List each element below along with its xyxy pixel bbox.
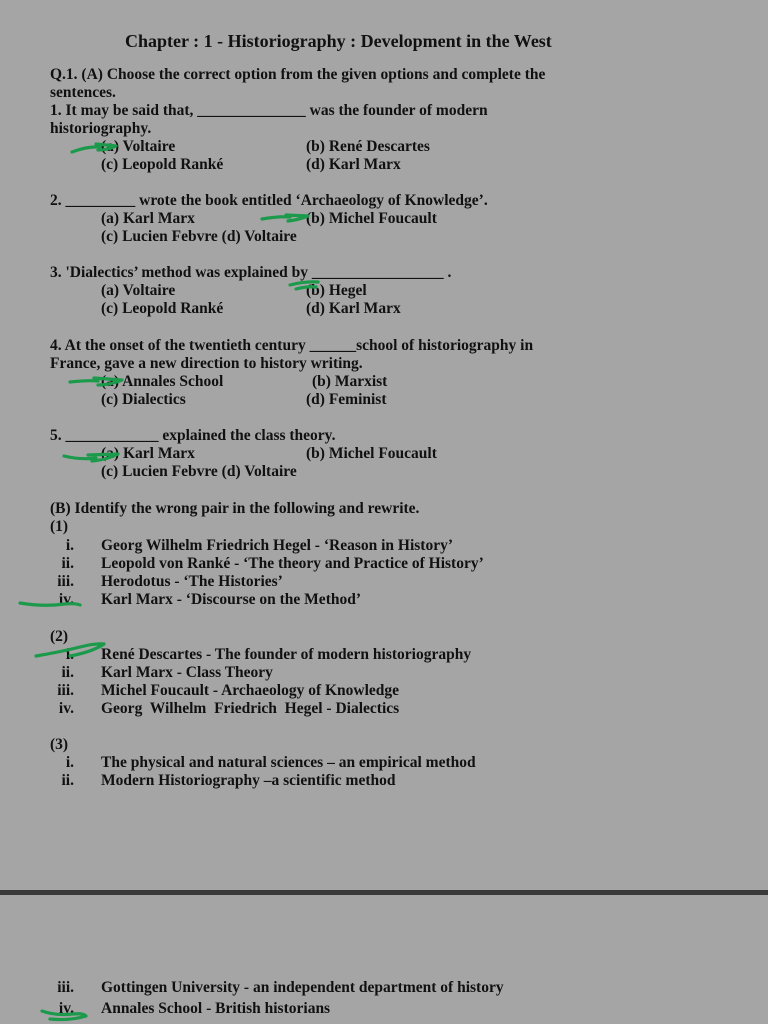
question-4-text: 4. At the onset of the twentieth century ______school of historiography in [50, 337, 534, 354]
answer-tick-mark [262, 215, 308, 221]
question-2-options-cd: (c) Lucien Febvre (d) Voltaire [101, 228, 297, 245]
pair-number: iv. [58, 1000, 74, 1017]
question-1-option-c: (c) Leopold Ranké [101, 156, 224, 173]
question-3-option-b: (b) Hegel [306, 282, 367, 299]
question-4-option-b: (b) Marxist [312, 373, 388, 390]
question-2-option-a: (a) Karl Marx [101, 210, 195, 227]
question-3-text: 3. 'Dialectics’ method was explained by _________________ . [50, 264, 452, 281]
pair-number: iii. [57, 682, 74, 699]
pair-set-3-label: (3) [50, 736, 69, 753]
question-4-text-cont: France, gave a new direction to history writing. [50, 355, 363, 372]
pair-text: Annales School - British historians [101, 1000, 331, 1017]
question-3-option-d: (d) Karl Marx [306, 300, 401, 317]
pair-number: i. [65, 646, 74, 663]
pair-text: Leopold von Ranké - ‘The theory and Practice of History’ [101, 555, 484, 572]
pair-number: iv. [58, 700, 74, 717]
pair-number: iv. [58, 591, 74, 608]
pair-number: i. [65, 754, 74, 771]
pair-number: ii. [61, 555, 74, 572]
pair-text: Karl Marx - Class Theory [101, 664, 273, 681]
q1-heading-line2: sentences. [50, 84, 116, 101]
section-b-heading: (B) Identify the wrong pair in the following and rewrite. [50, 500, 420, 517]
question-1-option-d: (d) Karl Marx [306, 156, 401, 173]
pair-number: iii. [57, 573, 74, 590]
question-3-option-a: (a) Voltaire [101, 282, 176, 299]
pair-text: Herodotus - ‘The Histories’ [101, 573, 283, 590]
pair-text: Karl Marx - ‘Discourse on the Method’ [101, 591, 362, 608]
question-1-text: 1. It may be said that, ______________ was the founder of modern [50, 102, 488, 119]
pair-text: René Descartes - The founder of modern historiography [101, 646, 472, 663]
pair-number: iii. [57, 979, 74, 996]
question-1-option-a: (a) Voltaire [101, 138, 176, 155]
pair-number: ii. [61, 664, 74, 681]
pair-text: The physical and natural sciences – an empirical method [101, 754, 476, 771]
question-5-option-a: (a) Karl Marx [101, 445, 195, 462]
pair-set-1-label: (1) [50, 518, 69, 535]
question-5-text: 5. ____________ explained the class theory. [50, 427, 336, 444]
question-2-option-b: (b) Michel Foucault [306, 210, 437, 227]
page-separator [0, 890, 768, 895]
question-4-option-a: (a) Annales School [101, 373, 224, 390]
question-4-option-d: (d) Feminist [306, 391, 387, 408]
pair-text: Michel Foucault - Archaeology of Knowledge [101, 682, 400, 699]
question-5-option-b: (b) Michel Foucault [306, 445, 437, 462]
pair-text: Georg Wilhelm Friedrich Hegel - ‘Reason in History’ [101, 537, 453, 554]
question-4-option-c: (c) Dialectics [101, 391, 186, 408]
question-2-text: 2. _________ wrote the book entitled ‘Archaeology of Knowledge’. [50, 192, 488, 209]
pair-set-2-label: (2) [50, 628, 69, 645]
pair-text: Gottingen University - an independent department of history [101, 979, 504, 996]
question-1-option-b: (b) René Descartes [306, 138, 430, 155]
question-1-text-cont: historiography. [50, 120, 152, 137]
pair-text: Georg Wilhelm Friedrich Hegel - Dialectics [101, 700, 400, 717]
q1-heading-line1: Q.1. (A) Choose the correct option from the given options and complete the [50, 66, 546, 83]
pair-text: Modern Historiography –a scientific method [101, 772, 396, 789]
question-3-option-c: (c) Leopold Ranké [101, 300, 224, 317]
pair-number: i. [65, 537, 74, 554]
pair-number: ii. [61, 772, 74, 789]
question-5-options-cd: (c) Lucien Febvre (d) Voltaire [101, 463, 297, 480]
